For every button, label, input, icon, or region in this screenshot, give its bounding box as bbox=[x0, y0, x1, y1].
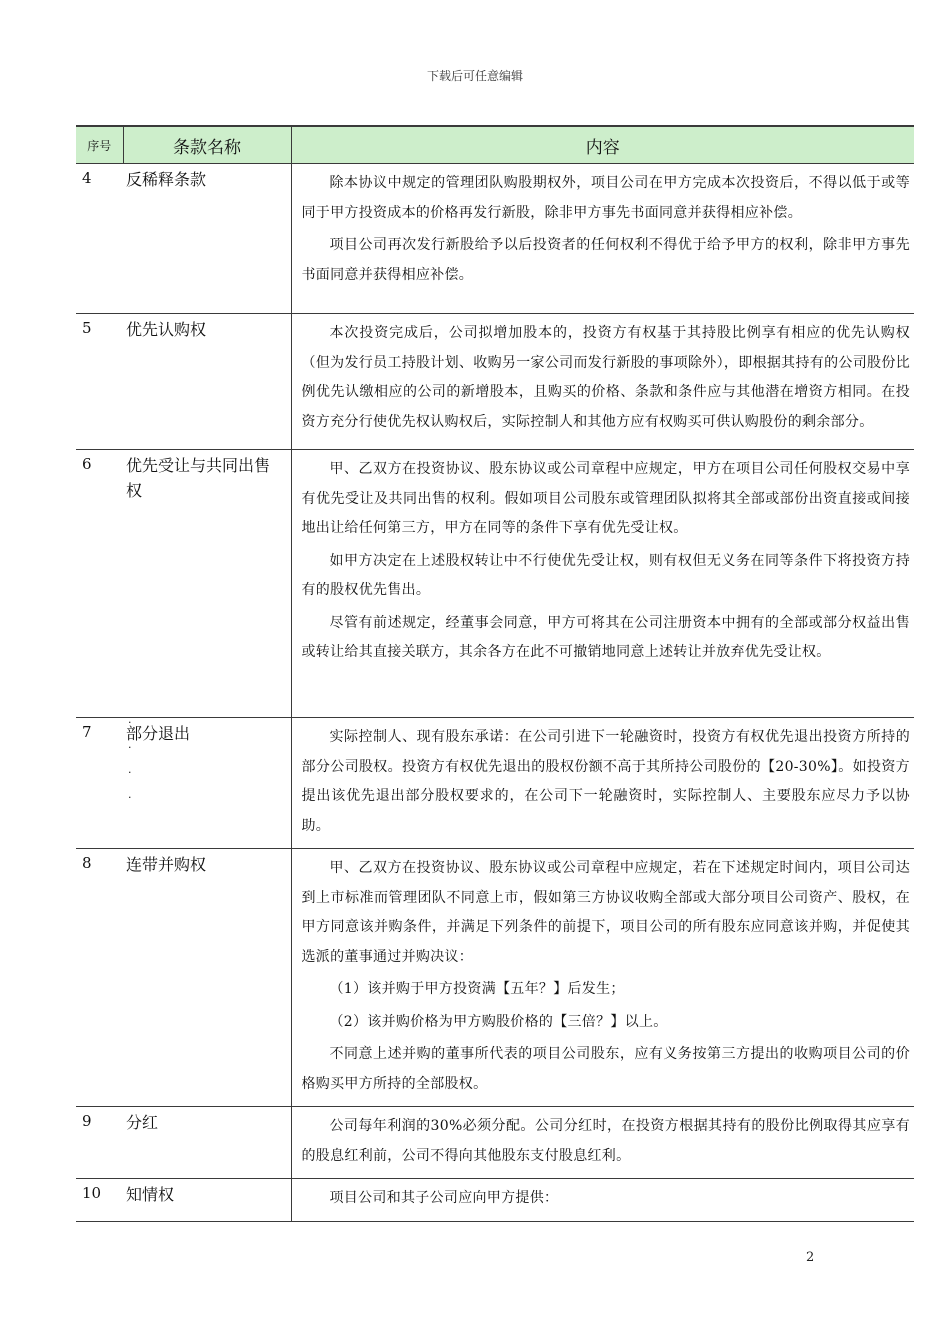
clause-content bbox=[291, 1107, 914, 1179]
clause-content bbox=[291, 849, 914, 1107]
table-row bbox=[76, 849, 914, 1107]
row-number: 4 bbox=[76, 164, 123, 314]
clause-content bbox=[291, 314, 914, 450]
clause-paragraph: （2）该并购价格为甲方购股价格的【三倍？】以上。 bbox=[329, 1013, 668, 1030]
table-row bbox=[76, 450, 914, 718]
clause-paragraph: 如甲方决定在上述股权转让中不行使优先受让权，则有权但无义务在同等条件下将投资方持有的股权优先售出。 bbox=[301, 552, 910, 598]
clause-paragraph: 项目公司再次发行新股给予以后投资者的任何权利不得优于给予甲方的权利，除非甲方事先书面同意并获得相应补偿。 bbox=[301, 237, 910, 283]
clause-paragraph: 项目公司和其子公司应向甲方提供： bbox=[329, 1190, 559, 1206]
clause-name-text: 部分退出 bbox=[126, 724, 191, 743]
row-number: 5 bbox=[76, 314, 123, 450]
table-row bbox=[76, 314, 914, 450]
terms-table bbox=[76, 125, 914, 1222]
table-header-row bbox=[76, 126, 914, 164]
row-number: 10 bbox=[76, 1179, 123, 1222]
table-row bbox=[76, 1179, 914, 1222]
clause-content bbox=[291, 718, 914, 849]
column-header-name: 条款名称 bbox=[123, 126, 291, 164]
clause-name: 优先认购权 bbox=[123, 314, 291, 450]
column-header-content: 内容 bbox=[291, 126, 914, 164]
clause-name: 优先受让与共同出售权 bbox=[123, 450, 291, 718]
clause-paragraph: 尽管有前述规定，经董事会同意，甲方可将其在公司注册资本中拥有的全部或部分权益出售或转让给其直接关联方，其余各方在此不可撤销地同意上述转让并放弃优先受让权。 bbox=[301, 614, 910, 660]
column-header-no: 序号 bbox=[76, 126, 123, 164]
watermark-text: 下载后可任意编辑 bbox=[426, 69, 523, 83]
table-row bbox=[76, 1107, 914, 1179]
row-number: 7 bbox=[76, 718, 123, 849]
clause-name bbox=[123, 718, 291, 849]
clause-name: 分红 bbox=[123, 1107, 291, 1179]
table-row bbox=[76, 164, 914, 314]
clause-content bbox=[291, 450, 914, 718]
row-number: 6 bbox=[76, 450, 123, 718]
clause-content bbox=[291, 164, 914, 314]
row-number: 8 bbox=[76, 849, 123, 1107]
clause-paragraph: （1）该并购于甲方投资满【五年？】后发生； bbox=[329, 981, 625, 997]
clause-paragraph: 甲、乙双方在投资协议、股东协议或公司章程中应规定，甲方在项目公司任何股权交易中享有优先受让及共同出售的权利。假如项目公司股东或管理团队拟将其全部或部份出资直接或间接地出让给任何第三方，甲方在同等的条件下享有优先受让权。 bbox=[301, 461, 910, 536]
clause-name: 知情权 bbox=[123, 1179, 291, 1222]
clause-paragraph: 不同意上述并购的董事所代表的项目公司股东，应有义务按第三方提出的收购项目公司的价格购买甲方所持的全部股权。 bbox=[301, 1046, 910, 1092]
row-number: 9 bbox=[76, 1107, 123, 1179]
clause-name: 反稀释条款 bbox=[123, 164, 291, 314]
clause-paragraph: 实际控制人、现有股东承诺：在公司引进下一轮融资时，投资方有权优先退出投资方所持的部分公司股权。投资方有权优先退出的股权份额不高于其所持公司股份的【20-30%】。如投资方提出该优先退出部分股权要求的，在公司下一轮融资时，实际控制人、主要股东应尽力予以协助。 bbox=[301, 729, 910, 834]
clause-name: 连带并购权 bbox=[123, 849, 291, 1107]
clause-paragraph: 公司每年利润的30%必须分配。公司分红时，在投资方根据其持有的股份比例取得其应享有的股息红利前，公司不得向其他股东支付股息红利。 bbox=[301, 1118, 910, 1164]
clause-content bbox=[291, 1179, 914, 1222]
clause-paragraph: 除本协议中规定的管理团队购股期权外，项目公司在甲方完成本次投资后，不得以低于或等同于甲方投资成本的价格再发行新股，除非甲方事先书面同意并获得相应补偿。 bbox=[301, 175, 910, 221]
page-number: 2 bbox=[806, 1250, 815, 1265]
table-row bbox=[76, 718, 914, 849]
clause-paragraph: 本次投资完成后，公司拟增加股本的，投资方有权基于其持股比例享有相应的优先认购权（但为发行员工持股计划、收购另一家公司而发行新股的事项除外），即根据其持有的公司股份比例优先认缴相应的公司的新增股本，且购买的价格、条款和条件应与其他潜在增资方相同。在投资方充分行使优先权认购权后，实际控制人和其他方应有权购买可供认购股份的剩余部分。 bbox=[301, 325, 910, 430]
clause-paragraph: 甲、乙双方在投资协议、股东协议或公司章程中应规定，若在下述规定时间内，项目公司达到上市标准而管理团队不同意上市，假如第三方协议收购全部或大部分项目公司资产、股权，在甲方同意该并购条件，并满足下列条件的前提下，项目公司的所有股东应同意该并购，并促使其选派的董事通过并购决议： bbox=[301, 860, 910, 965]
